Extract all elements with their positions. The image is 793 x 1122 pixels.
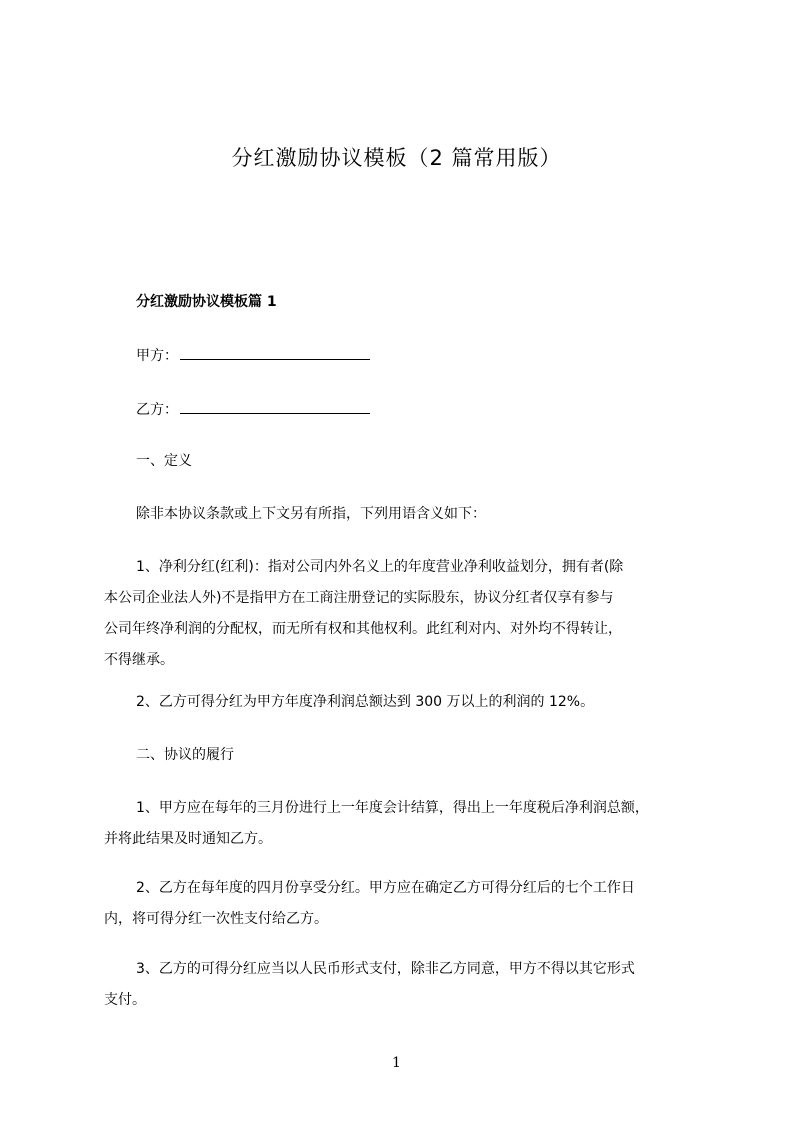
- paragraph-line: 并将此结果及时通知乙方。: [104, 831, 272, 847]
- definitions-intro: 除非本协议条款或上下文另有所指，下列用语含义如下：: [136, 506, 486, 522]
- party-b-label: 乙方：: [136, 402, 178, 418]
- party-a-label: 甲方：: [136, 348, 178, 364]
- paragraph-line: 支付。: [104, 992, 146, 1008]
- party-a-line: [136, 345, 370, 365]
- paragraph-item-1-2: 2、乙方可得分红为甲方年度净利润总额达到 300 万以上的利润的 12%。: [136, 694, 595, 710]
- heading-performance: 二、协议的履行: [136, 747, 234, 763]
- paragraph-line: 公司年终净利润的分配权，而无所有权和其他权利。此红利对内、对外均不得转让，: [104, 621, 622, 637]
- document-title: 分红激励协议模板（2 篇常用版）: [231, 146, 562, 170]
- paragraph-line: 3、乙方的可得分红应当以人民币形式支付，除非乙方同意，甲方不得以其它形式: [136, 961, 635, 977]
- page-number: 1: [392, 1055, 401, 1071]
- paragraph-item-2-2: [104, 873, 714, 935]
- paragraph-line: 2、乙方在每年度的四月份享受分红。甲方应在确定乙方可得分红后的七个工作日: [136, 880, 635, 896]
- party-b-blank: [180, 399, 370, 414]
- paragraph-line: 1、净利分红(红利)：指对公司内外名义上的年度营业净利收益划分，拥有者(除: [136, 559, 624, 575]
- party-a-blank: [180, 345, 370, 360]
- paragraph-line: 本公司企业法人外)不是指甲方在工商注册登记的实际股东，协议分红者仅享有参与: [104, 590, 614, 606]
- paragraph-line: 内，将可得分红一次性支付给乙方。: [104, 911, 328, 927]
- party-b-line: [136, 399, 370, 419]
- paragraph-line: 1、甲方应在每年的三月份进行上一年度会计结算，得出上一年度税后净利润总额，: [136, 800, 649, 816]
- heading-definitions: 一、定义: [136, 453, 192, 469]
- paragraph-item-2-1: [104, 793, 714, 855]
- section-heading: 分红激励协议模板篇 1: [136, 294, 277, 310]
- paragraph-line: 不得继承。: [104, 652, 174, 668]
- paragraph-item-2-3: [104, 954, 714, 1016]
- paragraph-item-1-1: [104, 552, 714, 676]
